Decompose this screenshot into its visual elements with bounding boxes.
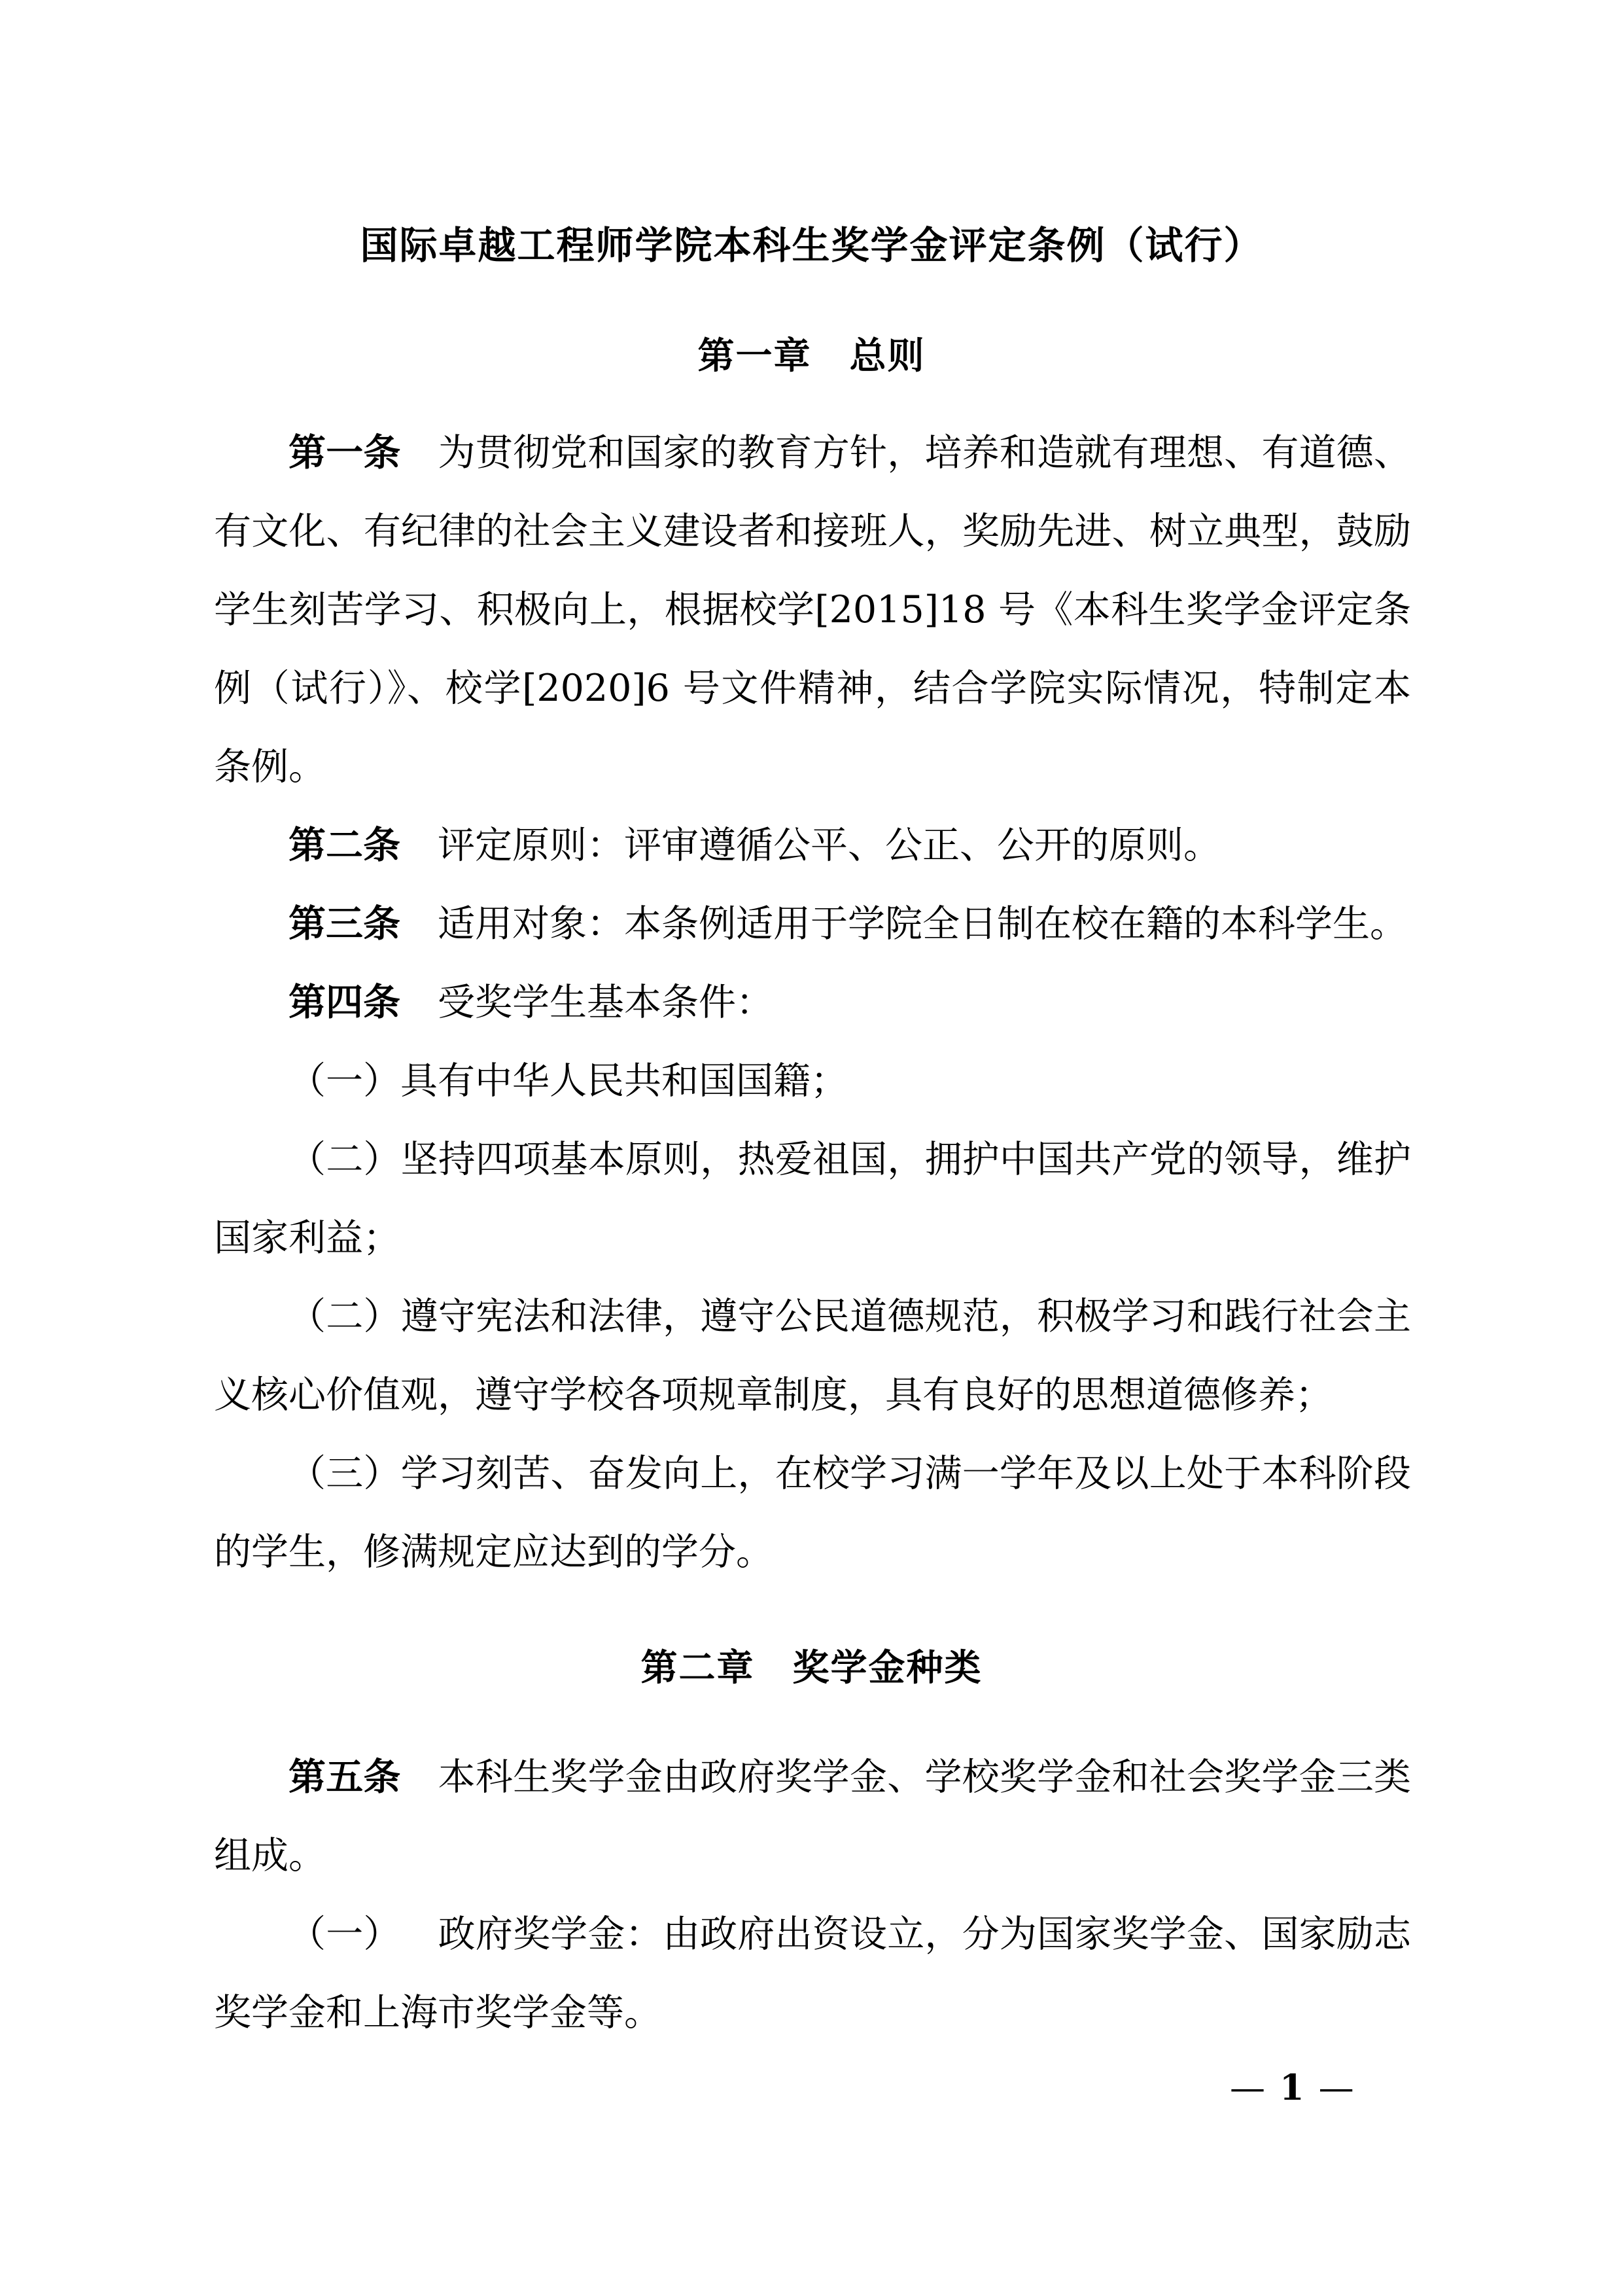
condition-item-4 [214, 1434, 1411, 1591]
item-text: 遵守宪法和法律，遵守公民道德规范，积极学习和践行社会主义核心价值观，遵守学校各项规章制度，具有良好的思想道德修养； [214, 1295, 1412, 1417]
item-text: 具有中华人民共和国国籍； [400, 1059, 848, 1103]
page-dash-right: — [1318, 2067, 1354, 2108]
document-title: 国际卓越工程师学院本科生奖学金评定条例（试行） [360, 223, 1263, 268]
item-text: 学习刻苦、奋发向上，在校学习满一学年及以上处于本科阶段的学生，修满规定应达到的学分。 [214, 1452, 1412, 1574]
condition-item-1 [214, 1042, 1411, 1120]
page-dash-left: — [1230, 2067, 1265, 2108]
scholarship-type-1 [214, 1895, 1411, 2052]
article-2 [214, 806, 1411, 885]
item-label: （二） [288, 1295, 401, 1338]
article-text: 本科生奖学金由政府奖学金、学校奖学金和社会奖学金三类组成。 [214, 1756, 1412, 1877]
article-label: 第一条 [288, 431, 401, 474]
chapter-2-heading: 第二章 奖学金种类 [640, 1647, 983, 1689]
article-text: 适用对象：本条例适用于学院全日制在校在籍的本科学生。 [438, 902, 1407, 945]
item-label: （一） [288, 1059, 400, 1103]
page-number [1230, 2061, 1354, 2114]
article-label: 第四条 [288, 981, 400, 1024]
item-label: （二） [288, 1138, 401, 1181]
item-label: （一） [288, 1913, 401, 1956]
condition-item-2 [214, 1120, 1411, 1277]
article-label: 第五条 [288, 1756, 401, 1799]
item-text: 坚持四项基本原则，热爱祖国，拥护中国共产党的领导，维护国家利益； [214, 1138, 1412, 1260]
article-4 [214, 963, 1411, 1042]
article-text: 评定原则：评审遵循公平、公正、公开的原则。 [438, 824, 1221, 867]
condition-item-3 [214, 1277, 1411, 1434]
article-5 [214, 1738, 1411, 1895]
article-1 [214, 414, 1411, 806]
article-text: 为贯彻党和国家的教育方针，培养和造就有理想、有道德、有文化、有纪律的社会主义建设者和接班人，奖励先进、树立典型，鼓励学生刻苦学习、积极向上，根据校学[2015]18 号《本科生奖学金评定条例（试行）》、校学[2020]6 号文件精神，结合学院实际情况，特制定本条例。 [214, 431, 1412, 788]
article-3 [214, 885, 1411, 963]
item-text: 政府奖学金：由政府出资设立，分为国家奖学金、国家励志奖学金和上海市奖学金等。 [214, 1913, 1412, 2034]
chapter-2-body [214, 1738, 1411, 2052]
chapter-1-body [214, 414, 1411, 1591]
chapter-1-heading: 第一章 总则 [697, 335, 926, 378]
page-number-value: 1 [1280, 2066, 1304, 2108]
article-label: 第三条 [288, 902, 400, 945]
article-label: 第二条 [288, 824, 400, 867]
item-label: （三） [288, 1452, 401, 1495]
article-text: 受奖学生基本条件： [438, 981, 773, 1024]
